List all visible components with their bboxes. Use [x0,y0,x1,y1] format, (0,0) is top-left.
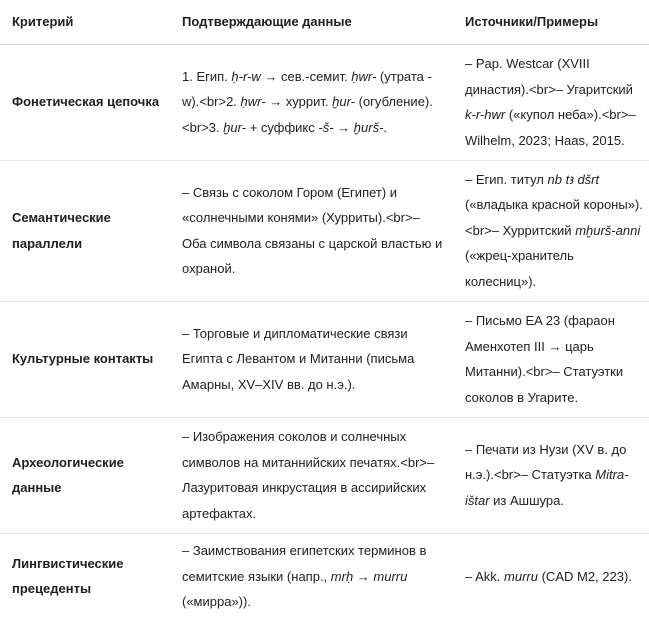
italic-term: mḫurš-anni [575,222,641,238]
criterion-cell: Фонетическая цепочка [0,44,170,160]
table-header [0,0,649,44]
evidence-cell: – Торговые и дипломатические связи Египта с Левантом и Митанни (письма Амарны, XV–XIV вв. до н.э.). [170,301,453,417]
italic-term: ḫurš- [353,119,384,135]
header-evidence: Подтверждающие данные [170,0,453,44]
table-body [0,44,649,619]
criterion-cell: Лингвистические прецеденты [12,555,124,597]
header-criterion: Критерий [0,0,170,44]
sources-cell: – Письмо EA 23 (фараон Аменхотеп III → царь Митанни).<br>– Статуэтки соколов в Угарите. [453,301,649,417]
italic-term: Mitra-ištar [465,467,629,508]
sources-cell: – Печати из Нузи (XV в. до н.э.).<br>– Статуэтка Mitra-ištar из Ашшура. [453,417,649,533]
evidence-cell: – Изображения соколов и солнечных символов на митаннийских печатях.<br>– Лазуритовая инкрустация в ассирийских артефактах. [170,417,453,533]
italic-term: ḫur- [223,119,247,135]
sources-cell: – Pap. Westcar (XVIII династия).<br>– Угаритский k-r-hwr («купол неба»).<br>– Wilhelm, 2023; Haas, 2015. [453,44,649,160]
italic-term: ḥwr- [240,94,266,110]
table-row [0,417,649,533]
italic-term: murru [504,568,538,584]
criterion-cell: Археологические данные [0,417,170,533]
header-row [0,0,649,44]
sources-cell: – Akk. murru (CAD M2, 223). [465,568,632,584]
table-row [0,533,649,619]
italic-term: nb tꜣ dšrt [547,171,600,187]
header-sources: Источники/Примеры [453,0,649,44]
italic-term: ḫur- [332,94,356,110]
table-row [0,44,649,160]
italic-term: ḥwr- [351,68,377,84]
criterion-cell: Культурные контакты [0,301,170,417]
italic-term: ḥ-r-w [231,68,261,84]
italic-term: murru [373,568,408,584]
sources-cell: – Егип. титул nb tꜣ dšrt («владыка красной короны»).<br>– Хурритский mḫurš-anni («жрец-хранитель колесниц»). [453,160,649,301]
criterion-cell: Семантические параллели [0,160,170,301]
italic-term: k-r-hwr [465,107,506,122]
evidence-cell: 1. Егип. ḥ-r-w → сев.-семит. ḥwr- (утрата -w).<br>2. ḥwr- → хуррит. ḫur- (огубление).<br>3. ḫur- + суффикс -š- → ḫurš-. [170,44,453,160]
italic-term: mrḥ [330,568,354,584]
evidence-cell: – Связь с соколом Гором (Египет) и «солнечными конями» (Хурриты).<br>– Оба символа связаны с царской властью и охраной. [170,160,453,301]
table-row [0,301,649,417]
evidence-cell: – Заимствования египетских терминов в семитские языки (напр., mrḥ → murru («мирра»)). [182,543,427,609]
table-row [0,160,649,301]
italic-term: -š- [318,119,334,135]
